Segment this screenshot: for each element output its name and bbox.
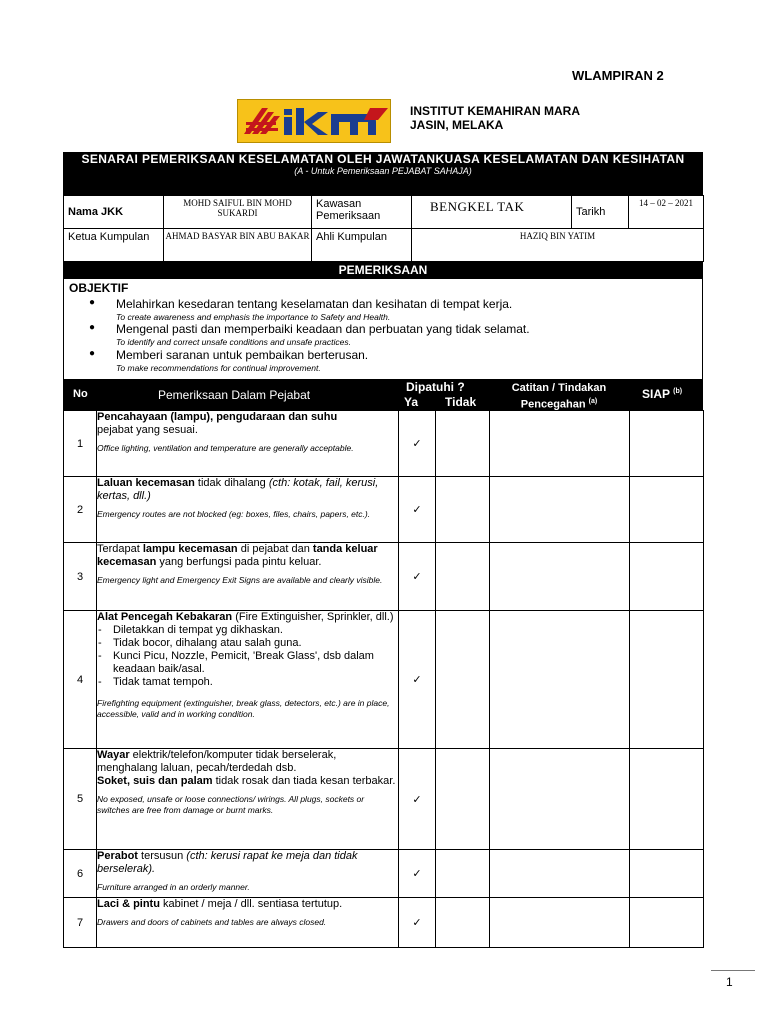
table-row bbox=[64, 477, 704, 543]
objective-english: To make recommendations for continual improvement. bbox=[116, 363, 321, 373]
ya-checkbox[interactable] bbox=[399, 543, 436, 611]
ketua-value[interactable]: AHMAD BASYAR BIN ABU BAKAR bbox=[164, 229, 312, 262]
nama-jkk-label: Nama JKK bbox=[64, 196, 164, 229]
item-text: tidak dihalang bbox=[197, 477, 266, 489]
siap-cell[interactable] bbox=[630, 477, 704, 543]
item-number: 3 bbox=[64, 543, 97, 611]
item-text: yang berfungsi pada pintu keluar. bbox=[159, 556, 322, 568]
item-description bbox=[97, 477, 399, 543]
header-ya: Ya bbox=[404, 395, 419, 409]
item-number: 7 bbox=[64, 898, 97, 948]
header-siap bbox=[642, 387, 682, 401]
item-description bbox=[97, 749, 399, 850]
item-text-mid: di pejabat dan bbox=[240, 543, 310, 555]
siap-cell[interactable] bbox=[630, 850, 704, 898]
info-table bbox=[63, 195, 704, 262]
check-icon: ✓ bbox=[412, 571, 422, 583]
check-icon: ✓ bbox=[412, 868, 422, 880]
form-title-bar bbox=[63, 152, 703, 195]
item-text: elektrik/telefon/komputer tidak berselerak, menghalang laluan, pecah/terdedah dsb. bbox=[97, 749, 337, 774]
tidak-checkbox[interactable] bbox=[436, 411, 490, 477]
catitan-cell[interactable] bbox=[490, 543, 630, 611]
check-icon: ✓ bbox=[412, 504, 422, 516]
ya-checkbox[interactable] bbox=[399, 749, 436, 850]
bullet-icon: ● bbox=[89, 322, 96, 333]
item-english: Firefighting equipment (extinguisher, break glass, detectors, etc.) are in place, accessible, valid and in working condition. bbox=[97, 698, 390, 719]
item-description bbox=[97, 850, 399, 898]
table-row bbox=[64, 411, 704, 477]
institution-name: INSTITUT KEMAHIRAN MARA bbox=[410, 104, 580, 118]
siap-cell[interactable] bbox=[630, 411, 704, 477]
item-text-2: tidak rosak dan tiada kesan terbakar. bbox=[215, 775, 396, 787]
objective-text: Mengenal pasti dan memperbaiki keadaan dan perbuatan yang tidak selamat. bbox=[116, 322, 530, 336]
header-catitan-note: (a) bbox=[588, 398, 598, 405]
ya-checkbox[interactable] bbox=[399, 411, 436, 477]
table-row bbox=[64, 749, 704, 850]
catitan-cell[interactable] bbox=[490, 898, 630, 948]
item-title: Wayar bbox=[97, 749, 130, 761]
item-english: Emergency light and Emergency Exit Signs are available and clearly visible. bbox=[97, 575, 383, 585]
ya-checkbox[interactable] bbox=[399, 477, 436, 543]
item-title: Pencahayaan (lampu), pengudaraan dan suhu bbox=[97, 411, 338, 423]
checklist-table bbox=[63, 410, 704, 948]
item-description bbox=[97, 411, 399, 477]
catitan-cell[interactable] bbox=[490, 611, 630, 749]
ikm-logo bbox=[237, 99, 391, 143]
ketua-label: Ketua Kumpulan bbox=[64, 229, 164, 262]
check-icon: ✓ bbox=[412, 793, 422, 806]
tidak-checkbox[interactable] bbox=[436, 543, 490, 611]
item-english: No exposed, unsafe or loose connections/ wirings. All plugs, sockets or switches are free from damage or burnt marks. bbox=[97, 794, 365, 815]
siap-cell[interactable] bbox=[630, 543, 704, 611]
item-text-pre: Terdapat bbox=[97, 543, 140, 555]
catitan-cell[interactable] bbox=[490, 850, 630, 898]
catitan-cell[interactable] bbox=[490, 477, 630, 543]
section-header: PEMERIKSAAN bbox=[63, 261, 703, 279]
item-example: (cth: kerusi rapat ke meja dan tidak berselerak). bbox=[97, 850, 358, 875]
tidak-checkbox[interactable] bbox=[436, 477, 490, 543]
tarikh-label: Tarikh bbox=[572, 196, 629, 229]
item-title-2: tanda keluar kecemasan bbox=[97, 543, 378, 568]
item-text: pejabat yang sesuai. bbox=[97, 424, 198, 436]
kawasan-label: Kawasan Pemeriksaan bbox=[312, 196, 412, 229]
header-catitan-text: Catitan / Tindakan Pencegahan bbox=[511, 382, 607, 411]
catitan-cell[interactable] bbox=[490, 411, 630, 477]
header-tidak: Tidak bbox=[445, 395, 477, 409]
item-title: Laci & pintu bbox=[97, 898, 160, 910]
nama-jkk-value[interactable]: MOHD SAIFUL BIN MOHD SUKARDI bbox=[164, 196, 312, 229]
item-description bbox=[97, 611, 399, 749]
siap-cell[interactable] bbox=[630, 611, 704, 749]
header-siap-note: (b) bbox=[673, 388, 683, 395]
ahli-value[interactable]: HAZIQ BIN YATIM bbox=[412, 229, 704, 262]
institution-location: JASIN, MELAKA bbox=[410, 118, 504, 132]
tidak-checkbox[interactable] bbox=[436, 898, 490, 948]
item-number: 4 bbox=[64, 611, 97, 749]
item-title: Perabot bbox=[97, 850, 138, 862]
header-item: Pemeriksaan Dalam Pejabat bbox=[158, 388, 311, 402]
form-subtitle: (A - Untuk Pemeriksaan PEJABAT SAHAJA) bbox=[294, 166, 472, 176]
item-text: tersusun bbox=[141, 850, 184, 862]
item-example: (cth: kotak, fail, kerusi, kertas, dll.) bbox=[97, 477, 379, 502]
tidak-checkbox[interactable] bbox=[436, 850, 490, 898]
item-text: kabinet / meja / dll. sentiasa tertutup. bbox=[163, 898, 343, 910]
page-number: 1 bbox=[726, 975, 733, 989]
item-number: 2 bbox=[64, 477, 97, 543]
kawasan-value[interactable]: BENGKEL TAK bbox=[412, 196, 572, 229]
item-english: Furniture arranged in an orderly manner. bbox=[97, 882, 250, 892]
item-number: 1 bbox=[64, 411, 97, 477]
header-dipatuhi: Dipatuhi ? bbox=[406, 380, 465, 394]
item-title: Laluan kecemasan bbox=[97, 477, 195, 489]
objective-text: Melahirkan kesedaran tentang keselamatan dan kesihatan di tempat kerja. bbox=[116, 297, 513, 311]
ya-checkbox[interactable] bbox=[399, 611, 436, 749]
bullet-icon: ● bbox=[89, 348, 96, 359]
objective-text: Memberi saranan untuk pembaikan berterusan. bbox=[116, 348, 369, 362]
item-english: Office lighting, ventilation and temperature are generally acceptable. bbox=[97, 443, 354, 453]
table-row bbox=[64, 850, 704, 898]
catitan-cell[interactable] bbox=[490, 749, 630, 850]
tidak-checkbox[interactable] bbox=[436, 749, 490, 850]
item-number: 5 bbox=[64, 749, 97, 850]
list-item: - Kunci Picu, Nozzle, Pemicit, 'Break Glass', dsb dalam keadaan baik/asal. bbox=[97, 650, 398, 676]
header-siap-text: SIAP bbox=[642, 387, 670, 401]
list-item: - Tidak bocor, dihalang atau salah guna. bbox=[97, 637, 398, 650]
item-description bbox=[97, 543, 399, 611]
item-title-2: Soket, suis dan palam bbox=[97, 775, 213, 787]
ya-checkbox[interactable] bbox=[399, 850, 436, 898]
item-description bbox=[97, 898, 399, 948]
check-icon: ✓ bbox=[412, 917, 422, 929]
item-title: lampu kecemasan bbox=[142, 543, 238, 555]
form-title: SENARAI PEMERIKSAAN KESELAMATAN OLEH JAWATANKUASA KESELAMATAN DAN KESIHATAN bbox=[81, 152, 685, 166]
item-bullet-list bbox=[97, 624, 398, 689]
item-english: Emergency routes are not blocked (eg: boxes, files, chairs, papers, etc.). bbox=[97, 509, 371, 519]
item-text: (Fire Extinguisher, Sprinkler, dll.) bbox=[235, 611, 394, 623]
item-number: 6 bbox=[64, 850, 97, 898]
bullet-icon: ● bbox=[89, 297, 96, 308]
item-title: Alat Pencegah Kebakaran bbox=[97, 611, 233, 623]
tidak-checkbox[interactable] bbox=[436, 611, 490, 749]
objective-english: To create awareness and emphasis the importance to Safety and Health. bbox=[116, 312, 391, 322]
ahli-label: Ahli Kumpulan bbox=[312, 229, 412, 262]
siap-cell[interactable] bbox=[630, 749, 704, 850]
siap-cell[interactable] bbox=[630, 898, 704, 948]
item-english: Drawers and doors of cabinets and tables are always closed. bbox=[97, 917, 327, 927]
footer-rule bbox=[711, 970, 755, 971]
table-row bbox=[64, 543, 704, 611]
objektif-block bbox=[63, 279, 703, 380]
ya-checkbox[interactable] bbox=[399, 898, 436, 948]
header-catitan bbox=[494, 381, 624, 412]
objektif-title: OBJEKTIF bbox=[69, 281, 129, 295]
table-row bbox=[64, 611, 704, 749]
ikm-logo-graphic bbox=[238, 100, 390, 142]
list-item: - Diletakkan di tempat yg dikhaskan. bbox=[97, 624, 398, 637]
list-item: - Tidak tamat tempoh. bbox=[97, 676, 398, 689]
check-icon: ✓ bbox=[412, 674, 422, 686]
table-row bbox=[64, 898, 704, 948]
objective-english: To identify and correct unsafe conditions and unsafe practices. bbox=[116, 337, 351, 347]
header-no: No bbox=[73, 388, 88, 400]
tarikh-value[interactable]: 14 – 02 – 2021 bbox=[629, 196, 704, 229]
annex-label: WLAMPIRAN 2 bbox=[572, 68, 664, 83]
check-icon: ✓ bbox=[412, 438, 422, 450]
checklist-header bbox=[63, 380, 703, 410]
institution-block bbox=[410, 104, 580, 132]
